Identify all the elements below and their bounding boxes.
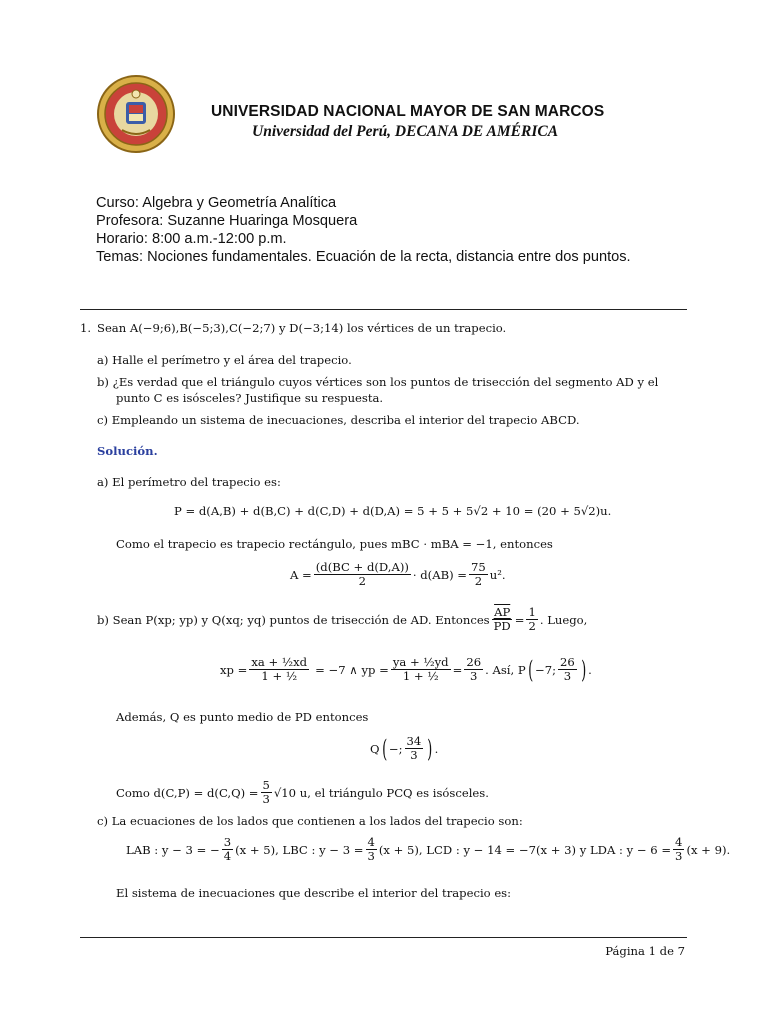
half-den: 2 — [528, 619, 536, 633]
q-right-paren: ) — [427, 734, 433, 763]
line-equations — [126, 836, 730, 863]
yp-value-num: 26 — [466, 655, 482, 669]
q-end: . — [434, 741, 439, 756]
q-x: −; — [388, 741, 403, 756]
half-num: 1 — [528, 605, 536, 619]
area-lhs: A = — [290, 567, 312, 582]
q-point-equation — [370, 735, 438, 762]
lines-frac3-den: 3 — [675, 849, 683, 863]
lines-frac1 — [222, 836, 233, 863]
p-point-y-fraction — [558, 656, 577, 683]
lines-part2: (x + 5), LBC : y − 3 = — [235, 842, 364, 857]
university-subtitle: Universidad del Perú, DECANA DE AMÉRICA — [252, 123, 559, 140]
xp-value: = −7 ∧ yp = — [315, 662, 389, 677]
q-label: Q — [370, 741, 380, 756]
solution-a-intro: a) El perímetro del trapecio es: — [97, 475, 281, 489]
solution-c-intro: c) La ecuaciones de los lados que contienen a los lados del trapecio son: — [97, 814, 523, 828]
p-point-pre: . Así, P — [485, 662, 526, 677]
dist-post: √10 u, el triángulo PCQ es isósceles. — [273, 785, 489, 800]
yp-num: ya + ½yd — [392, 655, 449, 669]
q-left-paren: ( — [381, 734, 387, 763]
area-equation — [290, 561, 506, 588]
xp-den: 1 + ½ — [261, 669, 298, 683]
area-fraction-num: (d(BC + d(D,A)) — [315, 560, 409, 574]
part-b-line1: b) ¿Es verdad que el triángulo cuyos vértices son los puntos de trisección del segmento AD y el — [97, 375, 659, 389]
lines-frac2-num: 4 — [367, 835, 375, 849]
area-fraction — [314, 561, 411, 588]
lines-frac3-num: 4 — [675, 835, 683, 849]
xp-num: xa + ½xd — [251, 655, 308, 669]
university-seal-logo — [96, 74, 176, 154]
q-y-fraction — [405, 735, 424, 762]
yp-den: 1 + ½ — [402, 669, 439, 683]
p-point-end: . — [588, 662, 592, 677]
lines-frac2-den: 3 — [367, 849, 375, 863]
xp-lhs: xp = — [220, 662, 248, 677]
p-point-x: −7; — [535, 662, 557, 677]
q-y-den: 3 — [410, 748, 418, 762]
q-midpoint-note: Además, Q es punto medio de PD entonces — [116, 710, 369, 724]
lines-frac3 — [673, 836, 684, 863]
xp-fraction — [249, 656, 309, 683]
p-point-y-den: 3 — [563, 669, 572, 683]
trisection-equation — [220, 656, 592, 683]
dist-fraction — [261, 779, 272, 806]
solution-heading: Solución. — [97, 444, 158, 458]
lines-part1: LAB : y − 3 = − — [126, 842, 220, 857]
rectangular-note: Como el trapecio es trapecio rectángulo, pues mBC · mBA = −1, entonces — [116, 537, 553, 551]
part-a: a) Halle el perímetro y el área del trapecio. — [97, 353, 352, 367]
page-number: Página 1 de 7 — [605, 944, 685, 958]
area-value-den: 2 — [474, 574, 483, 588]
pd-label: PD — [493, 619, 511, 633]
dist-den: 3 — [262, 792, 270, 806]
topics-line: Temas: Nociones fundamentales. Ecuación de la recta, distancia entre dos puntos. — [96, 249, 631, 265]
ap-label: $\overline{AP}$ — [494, 605, 511, 619]
yp-fraction — [391, 656, 451, 683]
dist-num: 5 — [262, 778, 270, 792]
problem-statement: Sean A(−9;6),B(−5;3),C(−2;7) y D(−3;14) los vértices de un trapecio. — [97, 321, 507, 335]
university-title: UNIVERSIDAD NACIONAL MAYOR DE SAN MARCOS — [211, 103, 605, 120]
dist-pre: Como d(C,P) = d(C,Q) = — [116, 785, 259, 800]
area-value-num: 75 — [471, 560, 486, 574]
schedule-line: Horario: 8:00 a.m.-12:00 p.m. — [96, 231, 287, 247]
yp-value-den: 3 — [470, 669, 478, 683]
lines-part3: (x + 5), LCD : y − 14 = −7(x + 3) y LDA : y − 6 = — [378, 842, 672, 857]
ratio-eq-sign: = — [514, 612, 525, 627]
system-note: El sistema de inecuaciones que describe el interior del trapecio es: — [116, 886, 512, 900]
footer-divider — [80, 937, 687, 938]
perimeter-equation: P = d(A,B) + d(B,C) + d(C,D) + d(D,A) = 5 + 5 + 5√2 + 10 = (20 + 5√2)u. — [174, 504, 612, 518]
yp-eq: = — [452, 662, 463, 677]
part-c: c) Empleando un sistema de inecuaciones, describa el interior del trapecio ABCD. — [97, 413, 580, 427]
part-b-line2: punto C es isósceles? Justifique su respuesta. — [116, 391, 384, 405]
header-divider — [80, 309, 687, 310]
p-point-y-num: 26 — [560, 655, 575, 669]
b-intro-text: b) Sean P(xp; yp) y Q(xq; yq) puntos de trisección de AD. Entonces — [97, 612, 490, 627]
lines-part4: (x + 9). — [686, 842, 731, 857]
area-unit: u². — [489, 567, 506, 582]
q-y-num: 34 — [406, 734, 422, 748]
part-b-solution-intro — [97, 606, 587, 633]
course-line: Curso: Algebra y Geometría Analítica — [96, 195, 337, 211]
yp-value-fraction — [464, 656, 483, 683]
lines-frac1-den: 4 — [223, 849, 232, 863]
area-fraction-den: 2 — [358, 574, 367, 588]
right-paren: ) — [580, 655, 587, 684]
area-value-fraction — [469, 561, 488, 588]
left-paren: ( — [527, 655, 533, 684]
lines-frac1-num: 3 — [223, 835, 232, 849]
problem-number: 1. — [80, 321, 92, 335]
distance-equation — [116, 779, 489, 806]
half-fraction — [526, 606, 537, 633]
lines-frac2 — [366, 836, 377, 863]
ap-pd-ratio — [492, 606, 513, 633]
area-mid: · d(AB) = — [412, 567, 468, 582]
b-intro-end: . Luego, — [539, 612, 588, 627]
professor-line: Profesora: Suzanne Huaringa Mosquera — [96, 213, 358, 229]
